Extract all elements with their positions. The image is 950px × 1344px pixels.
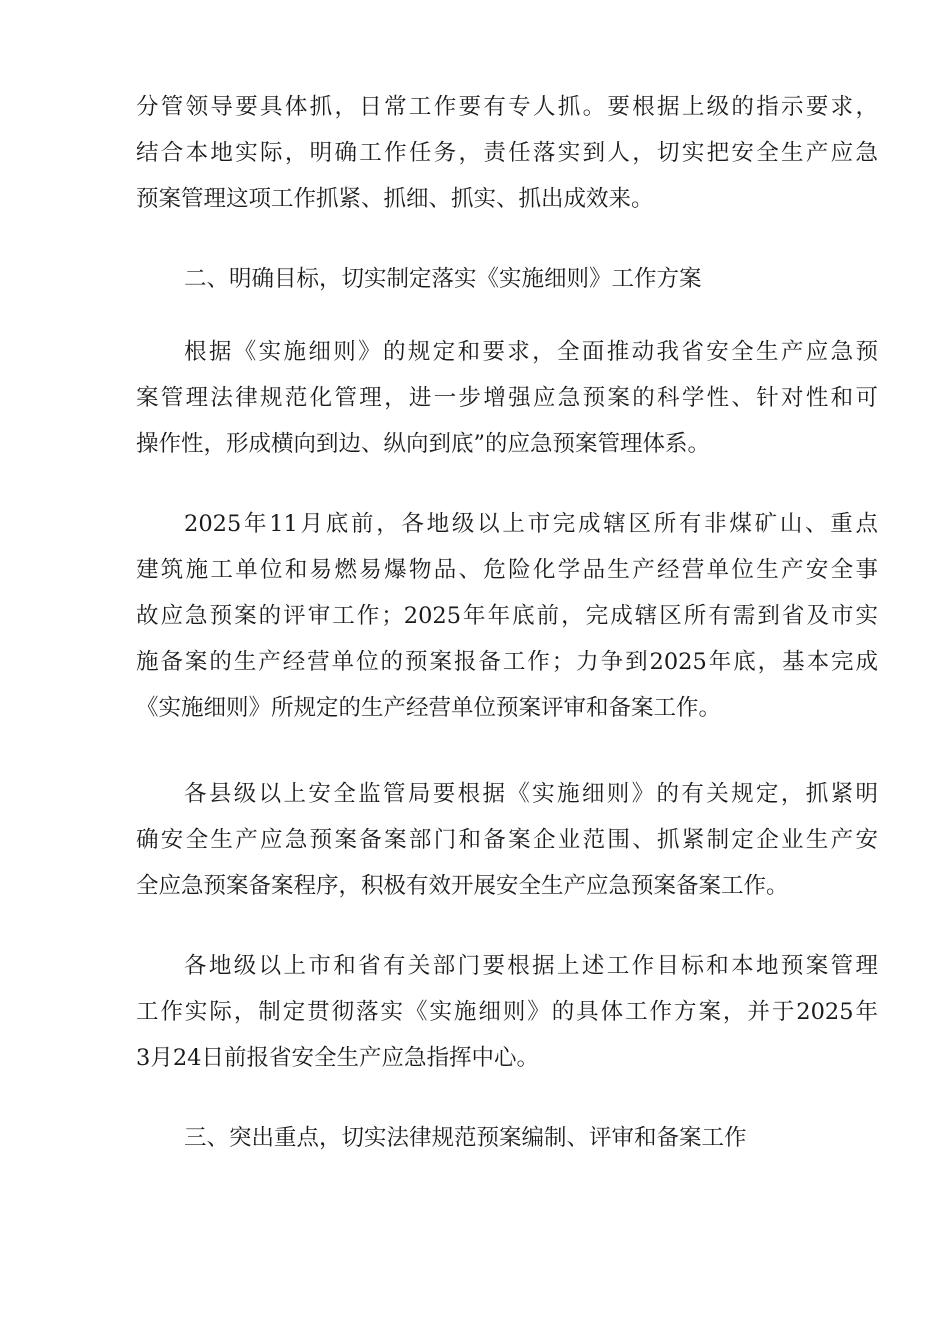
paragraph-line: 案管理法律规范化管理，进一步增强应急预案的科学性、针对性和可 — [136, 385, 878, 411]
paragraph-line: 确安全生产应急预案备案部门和备案企业范围、抓紧制定企业生产安 — [136, 827, 878, 853]
paragraph-line: 各地级以上市和省有关部门要根据上述工作目标和本地预案管理 — [184, 953, 878, 979]
section-heading-3 — [136, 1115, 878, 1161]
paragraph-line: 预案管理这项工作抓紧、抓细、抓实、抓出成效来。 — [136, 186, 654, 212]
paragraph — [136, 501, 878, 731]
section-heading-2 — [136, 256, 878, 302]
paragraph — [136, 329, 878, 467]
paragraph-line: 建筑施工单位和易燃易爆物品、危险化学品生产经营单位生产安全事 — [136, 557, 878, 583]
paragraph-line: 《实施细则》所规定的生产经营单位预案评审和备案工作。 — [136, 695, 722, 721]
paragraph-line: 操作性，形成横向到边、纵向到底”的应急预案管理体系。 — [136, 431, 711, 457]
paragraph-line: 全应急预案备案程序，积极有效开展安全生产应急预案备案工作。 — [136, 873, 789, 899]
heading-line: 二、明确目标，切实制定落实《实施细则》工作方案 — [184, 266, 702, 292]
paragraph-continuation — [136, 84, 878, 222]
heading-line: 三、突出重点，切实法律规范预案编制、评审和备案工作 — [184, 1125, 747, 1151]
paragraph — [136, 771, 878, 909]
paragraph-line: 各县级以上安全监管局要根据《实施细则》的有关规定，抓紧明 — [184, 781, 878, 807]
paragraph-line: 施备案的生产经营单位的预案报备工作；力争到2025年底，基本完成 — [136, 649, 878, 675]
paragraph — [136, 943, 878, 1081]
paragraph-line: 根据《实施细则》的规定和要求，全面推动我省安全生产应急预 — [184, 339, 878, 365]
paragraph-line: 工作实际，制定贯彻落实《实施细则》的具体工作方案，并于2025年 — [136, 999, 878, 1025]
paragraph-line: 结合本地实际，明确工作任务，责任落实到人，切实把安全生产应急 — [136, 140, 878, 166]
paragraph-line: 分管领导要具体抓，日常工作要有专人抓。要根据上级的指示要求， — [136, 94, 878, 120]
paragraph-line: 2025年11月底前，各地级以上市完成辖区所有非煤矿山、重点 — [184, 511, 878, 537]
paragraph-line: 3月24日前报省安全生产应急指挥中心。 — [136, 1045, 539, 1071]
paragraph-line: 故应急预案的评审工作；2025年年底前，完成辖区所有需到省及市实 — [136, 603, 878, 629]
